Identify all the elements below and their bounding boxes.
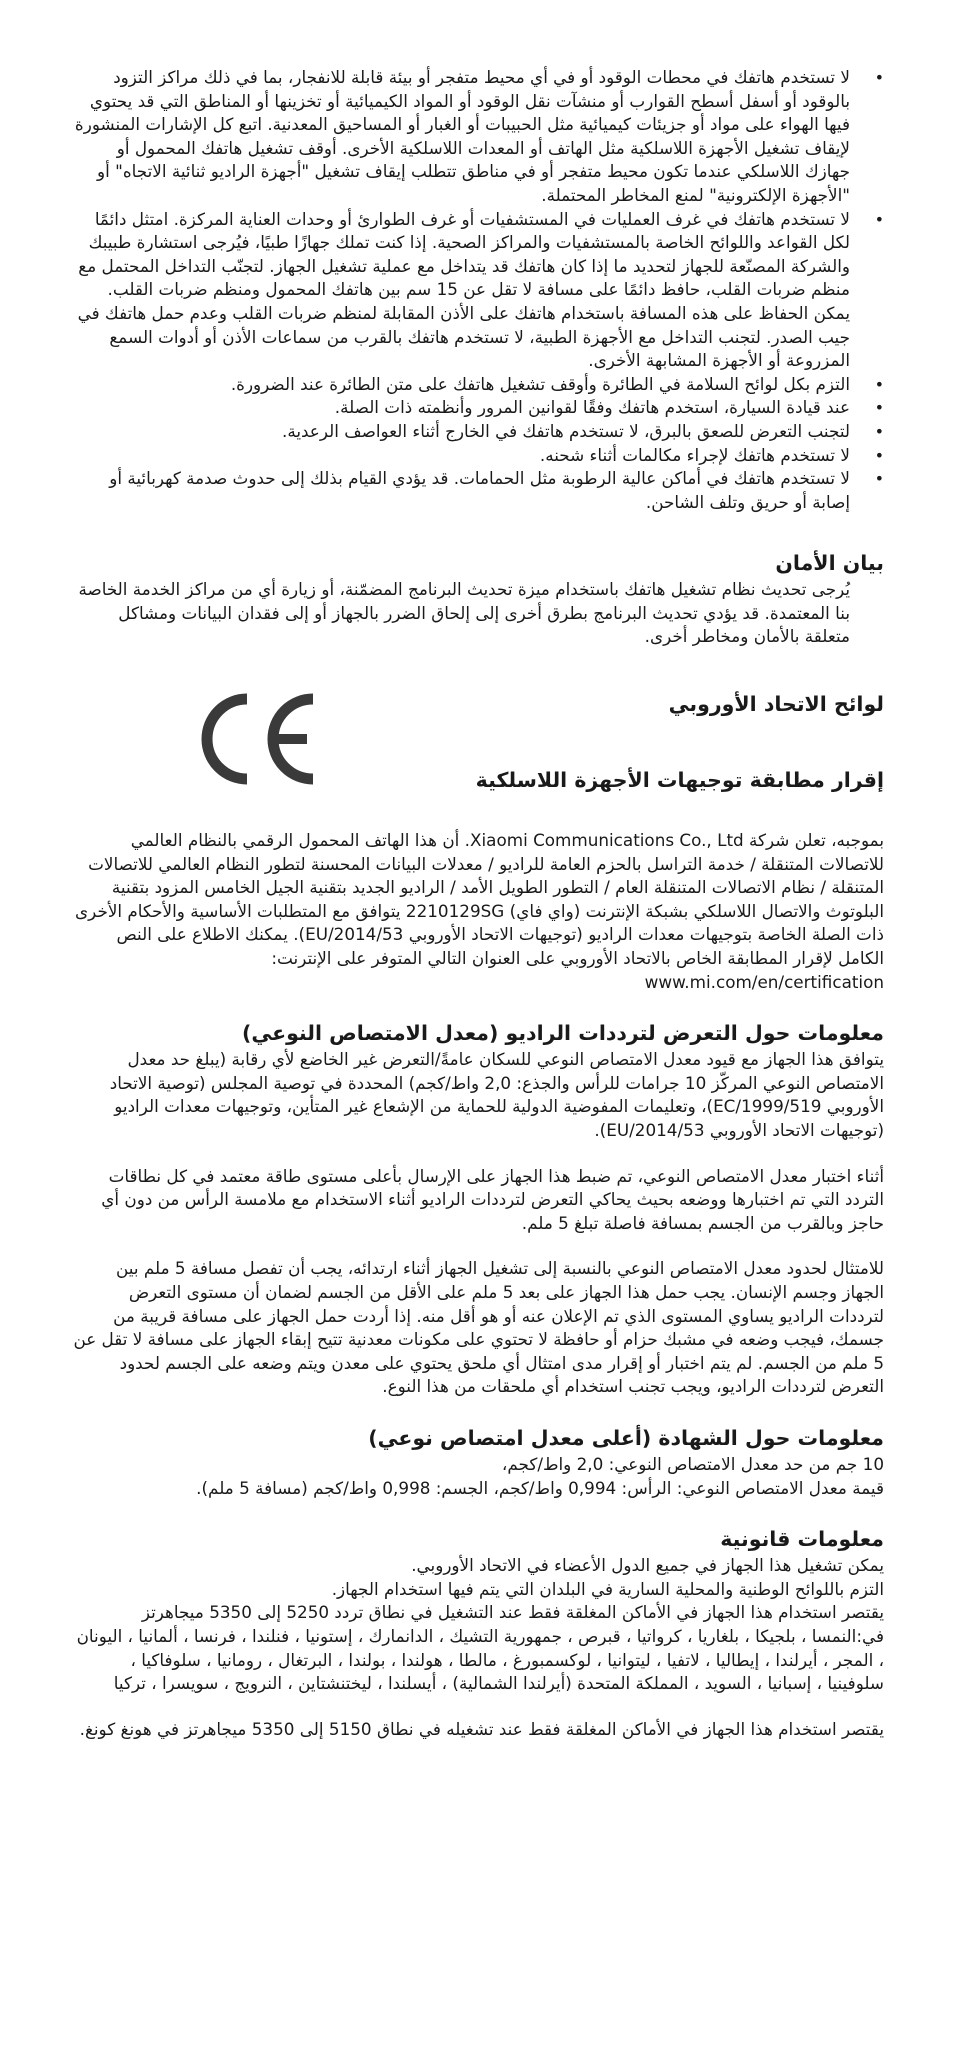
legal-line-1: يمكن تشغيل هذا الجهاز في جميع الدول الأعضاء في الاتحاد الأوروبي.: [411, 1555, 884, 1576]
security-text: يُرجى تحديث نظام تشغيل هاتفك باستخدام ميزة تحديث البرنامج المضمّنة، أو زيارة أي من مراكز الخدمة الخاصة بنا المعتمدة. قد يؤدي تحديث البرنامج بطرق أخرى إلى إلحاق الضرر بالجهاز أو إلى فقدان البيانات ومشاكل متعلقة بالأمان ومخاطر أخرى.: [78, 579, 850, 647]
legal-section: [70, 1524, 884, 1741]
warning-item: • لا تستخدم هاتفك في غرف العمليات في المستشفيات أو غرف الطوارئ أو وحدات العناية المركزة. امتثل دائمًا لكل القواعد واللوائح الخاصة بالمستشفيات والمراكز الصحية. إذا كنت تملك جهازًا طبيًا، فيُرجى استشارة طبيبك والشركة المصنّعة للجهاز لتحديد ما إذا كان هاتفك قد يتداخل مع عملية تشغيل الجهاز. لتجنّب التداخل المحتمل مع منظم ضربات القلب، حافظ دائمًا على مسافة لا تقل عن 15 سم بين هاتفك المحمول ومنظم ضربات القلب. يمكن الحفاظ على هذه المسافة باستخدام هاتفك على الأذن المقابلة لمنظم ضربات القلب وعدم حمل هاتفك في جيب الصدر. لتجنب التداخل مع الأجهزة الطبية، لا تستخدم هاتفك بالقرب من سماعات الأذن أو أدوات السمع المزروعة أو الأجهزة المشابهة الأخرى.: [70, 208, 850, 373]
warning-item: • لا تستخدم هاتفك لإجراء مكالمات أثناء شحنه.: [70, 444, 850, 468]
warning-item: • عند قيادة السيارة، استخدم هاتفك وفقًا لقوانين المرور وأنظمته ذات الصلة.: [70, 396, 850, 420]
ce-mark-icon: [195, 689, 325, 789]
legal-line-3: يقتصر استخدام هذا الجهاز في الأماكن المغلقة فقط عند التشغيل في نطاق تردد 5250 إلى 5350 ميجاهرتز في:النمسا ، بلجيكا ، بلغاريا ، كرواتيا ، قبرص ، جمهورية التشيك ، الدانمارك ، إستونيا ، فنلندا ، فرنسا ، ألمانيا ، اليونان ، المجر ، أيرلندا ، إيطاليا ، لاتفيا ، ليتوانيا ، لوكسمبورغ ، مالطا ، هولندا ، بولندا ، البرتغال ، رومانيا ، سلوفاكيا ، سلوفينيا ، إسبانيا ، السويد ، المملكة المتحدة (أيرلندا الشمالية) ، أيسلندا ، ليختنشتاين ، النرويج ، سويسرا ، تركيا: [76, 1602, 884, 1694]
certification-title: معلومات حول الشهادة (أعلى معدل امتصاص نوعي): [368, 1425, 884, 1450]
rf-title: معلومات حول التعرض لترددات الراديو (معدل الامتصاص النوعي): [241, 1021, 884, 1046]
safety-warnings-list: [70, 66, 884, 514]
rf-paragraph-3: للامتثال لحدود معدل الامتصاص النوعي بالنسبة إلى تشغيل الجهاز أثناء ارتدائه، يجب أن تفصل مسافة 5 ملم بين الجهاز وجسم الإنسان. يجب حمل هذا الجهاز على بعد 5 ملم على الأقل من الجسم لضمان أن مستوى التعرض لترددات الراديو يساوي المستوى الذي تم الإعلان عنه أو هو أقل منه. إذا أردت حمل الجهاز على مسافة قريبة من جسمك، فيجب وضعه في مشبك حزام أو حافظة لا تحتوي على مكونات معدنية تتيح إبقاء الجهاز على مسافة لا تقل عن 5 ملم من الجسم. لم يتم اختبار أو إقرار مدى امتثال أي ملحق يحتوي على معدن ويتم وضعه على الجسم لحدود التعرض لترددات الراديو، ويجب تجنب استخدام أي ملحقات من هذا النوع.: [73, 1258, 884, 1397]
rf-paragraph-2: أثناء اختبار معدل الامتصاص النوعي، تم ضبط هذا الجهاز على الإرسال بأعلى مستوى طاقة معتمد في كل نطاقات التردد التي تم اختبارها ووضعه بحيث يحاكي التعرض لترددات الراديو أثناء الاستخدام مع ملامسة الرأس من دون أي حاجز وبالقرب من الجسم بمسافة فاصلة تبلغ 5 ملم.: [101, 1165, 884, 1233]
security-title: بيان الأمان: [775, 551, 884, 576]
certification-link[interactable]: www.mi.com/en/certification: [644, 971, 884, 992]
red-declaration-title: إقرار مطابقة توجيهات الأجهزة اللاسلكية: [475, 768, 884, 793]
certification-url[interactable]: [70, 971, 884, 995]
eu-declaration-text: بموجبه، تعلن شركة Xiaomi Communications Co., Ltd. أن هذا الهاتف المحمول الرقمي بالنظام العالمي للاتصالات المتنقلة / خدمة التراسل بالحزم العامة للراديو / معدلات البيانات المحسنة لتطور النظام العالمي للاتصالات المتنقلة / نظام الاتصالات المتنقلة العام / التطور الطويل الأمد / الراديو الجديد بتقنية الجيل الخامس المزود بتقنية البلوتوث والاتصال اللاسلكي بشبكة الإنترنت (واي فاي) 2210129SG يتوافق مع المتطلبات الأساسية والأحكام الأخرى ذات الصلة الخاصة بتوجيهات معدات الراديو (توجيهات الاتحاد الأوروبي 2014/53/EU). يمكنك الاطلاع على النص الكامل لإقرار المطابقة الخاص بالاتحاد الأوروبي على العنوان التالي المتوفر على الإنترنت:: [75, 830, 884, 969]
eu-title: لوائح الاتحاد الأوروبي: [668, 692, 884, 717]
certification-section: [70, 1423, 884, 1500]
legal-title: معلومات قانونية: [720, 1527, 884, 1552]
warning-item: • لا تستخدم هاتفك في محطات الوقود أو في أي محيط متفجر أو بيئة قابلة للانفجار، بما في ذلك مراكز التزود بالوقود أو أسفل أسطح القوارب أو منشآت نقل الوقود أو المواد الكيميائية أو تخزينها أو المناطق التي قد يحتوي فيها الهواء على مواد أو جزيئات كيميائية مثل الحبيبات أو الغبار أو المساحيق المعدنية. اتبع كل الإشارات المنشورة لإيقاف تشغيل الأجهزة اللاسلكية مثل الهاتف أو المعدات اللاسلكية الأخرى. أوقف تشغيل هاتفك المحمول أو جهازك اللاسلكي عندما تكون محيط متفجر أو في مناطق تتطلب إيقاف تشغيل "أجهزة الراديو ثنائية الاتجاه" أو "الأجهزة الإلكترونية" لمنع المخاطر المحتملة.: [70, 66, 850, 208]
legal-line-4: يقتصر استخدام هذا الجهاز في الأماكن المغلقة فقط عند تشغيله في نطاق 5150 إلى 5350 ميجاهرتز في هونغ كونغ.: [79, 1718, 884, 1739]
eu-regulations-section: [70, 689, 884, 819]
warning-item: • لتجنب التعرض للصعق بالبرق، لا تستخدم هاتفك في الخارج أثناء العواصف الرعدية.: [70, 420, 850, 444]
security-section: [70, 548, 884, 649]
sar-limit-line: 10 جم من حد معدل الامتصاص النوعي: 2,0 واط/كجم،: [501, 1453, 884, 1474]
rf-exposure-section: [70, 1018, 884, 1399]
sar-value-line: قيمة معدل الامتصاص النوعي: الرأس: 0,994 واط/كجم، الجسم: 0,998 واط/كجم (مسافة 5 ملم).: [196, 1477, 884, 1498]
rf-paragraph-1: يتوافق هذا الجهاز مع قيود معدل الامتصاص النوعي للسكان عامةً/التعرض غير الخاضع لأي رقابة (يبلغ حد معدل الامتصاص النوعي المركّز 10 جرامات للرأس والجذع: 2,0 واط/كجم) المحددة في توصية المجلس (توصية الاتحاد الأوروبي 1999/519/EC)، وتعليمات المفوضية الدولية للحماية من الإشعاع غير المتأين، وتوجيهات معدات الراديو (توجيهات الاتحاد الأوروبي 2014/53/EU).: [109, 1049, 884, 1140]
warning-item: • لا تستخدم هاتفك في أماكن عالية الرطوبة مثل الحمامات. قد يؤدي القيام بذلك إلى حدوث صدمة كهربائية أو إصابة أو حريق وتلف الشاحن.: [70, 467, 850, 514]
warning-item: • التزم بكل لوائح السلامة في الطائرة وأوقف تشغيل هاتفك على متن الطائرة عند الضرورة.: [70, 373, 850, 397]
legal-line-2: التزم باللوائح الوطنية والمحلية السارية في البلدان التي يتم فيها استخدام الجهاز.: [331, 1578, 884, 1599]
eu-declaration: [70, 829, 884, 994]
